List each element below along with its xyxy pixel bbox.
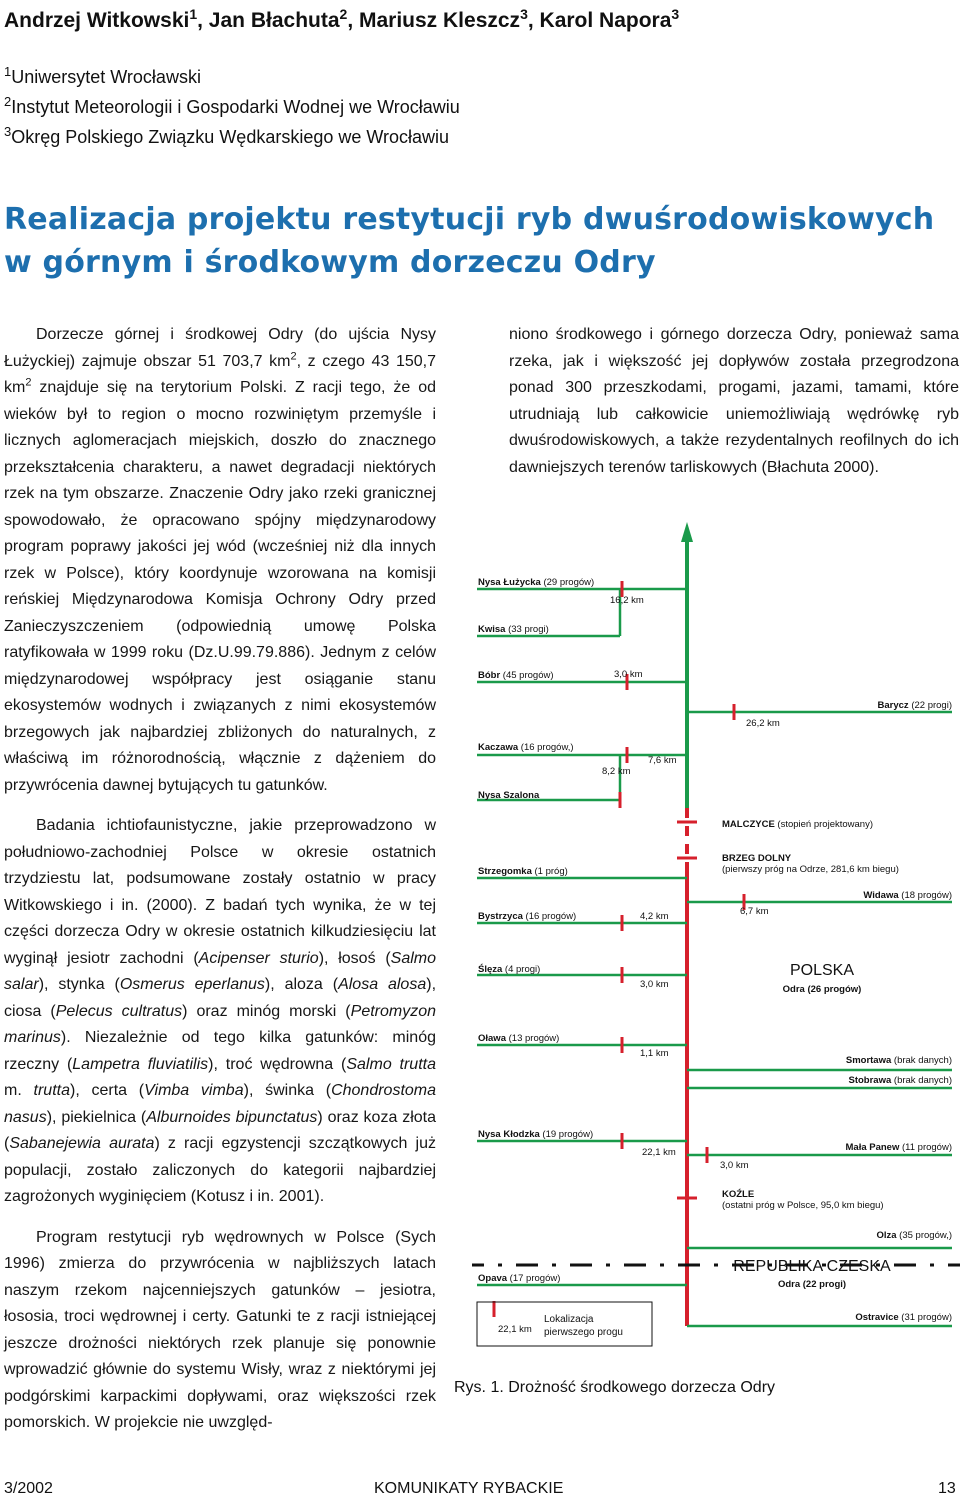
label-barycz: Barycz (22 progi)	[877, 700, 952, 711]
legend-text-2: pierwszego progu	[544, 1327, 623, 1338]
affiliation-2: $^2$Instytut Meteorologii i Gospodarki Wodnej we Wrocławiu	[4, 94, 460, 117]
first-barrier-ticks	[494, 581, 744, 1317]
left-tributaries	[477, 589, 687, 1285]
affiliation-3: $^3$Okręg Polskiego Związku Wędkarskiego we Wrocławiu	[4, 124, 450, 147]
author-3-affil: 3	[520, 6, 528, 22]
left-column	[4, 322, 436, 1437]
label-nysa-klodzka: Nysa Kłodzka (19 progów)	[478, 1129, 594, 1140]
paragraph-4: niono środkowego i górnego dorzecza Odry, ponieważ sama rzeka, jak i większość jej dopływów została przegrodzona ponad 300 przeszkodami, progami, jazami, tamami, które utrudniają lub całkowicie uniemożliwiają wędrówkę ryb dwuśrodowiskowych, a także rezydentalnych reofilnych do ich dawniejszych terenów tarliskowych (Błachuta 2000).	[509, 326, 959, 476]
affiliation-1: $^1$Uniwersytet Wrocławski	[4, 64, 201, 87]
label-widawa: Widawa (18 progów)	[863, 890, 952, 901]
footer-journal: KOMUNIKATY RYBACKIE	[374, 1480, 564, 1497]
distance-label: 1,1 km	[640, 1048, 669, 1059]
label-kozle: KOŹLE	[722, 1189, 755, 1200]
legend-distance: 22,1 km	[498, 1324, 532, 1335]
author-4: , Karol Napora	[527, 9, 672, 32]
label-opava: Opava (17 progów)	[478, 1273, 561, 1284]
paragraph-3: Program restytucji ryb wędrownych w Polsce (Sych 1996) zmierza do przywrócenia w najbliższych latach naszym rzekom najcenniejszych gatunków – jesiotra, łososia, troci wędrownej i certy. Gatunki te z racji istniejącej jeszcze drożności niektórych rzek planuje się ponownie wprowadzić głównie do systemu Wisły, wraz z niektórymi jej podgórskimi karpackimi dopływami, oraz większości rzek pomorskich. W projekcie nie uwzględ-	[4, 1228, 436, 1431]
label-kozle-note: (ostatni próg w Polsce, 95,0 km biegu)	[722, 1200, 884, 1211]
label-mala-panew: Mała Panew (11 progów)	[845, 1142, 952, 1153]
paragraph-2: Badania ichtiofaunistyczne, jakie przeprowadzono w południowo-zachodniej Polsce w okresie ostatnich trzydziestu lat, podsumowane zostały ostatnio w pracy Witkowskiego i in. (2000). Z badań tych wynika, że w tej części dorzecza Odry w okresie ostatnich kilkudziesięciu lat wyginął jesiotr zachodni (Acipenser sturio), łosoś (Salmo salar), stynka (Osmerus eperlanus), aloza (Alosa alosa), ciosa (Pelecus cultratus) oraz minóg morski (Petromyzon marinus). Niezależnie od tego kilka gatunków: minóg rzeczny (Lampetra fluviatilis), troć wędrowna (Salmo trutta m. trutta), certa (Vimba vimba), świnka (Chondrostoma nasus), piekielnica (Alburnoides bipunctatus) oraz koza złota (Sabanejewia aurata) z racji egzystencji szczątkowych już populacji, zostało zaliczonych do kategorii najbardziej zagrożonych wyginięciem (Kotusz i in. 2001).	[4, 817, 437, 1205]
author-2-affil: 2	[339, 6, 348, 22]
distance-label: 3,0 km	[720, 1160, 749, 1171]
oder-schematic	[472, 520, 960, 1400]
label-stobrawa: Stobrawa (brak danych)	[848, 1075, 952, 1086]
distance-label: 7,6 km	[648, 755, 677, 766]
distance-label: 4,2 km	[640, 911, 669, 922]
distance-label: 8,2 km	[602, 766, 631, 777]
author-1-affil: 1	[189, 6, 198, 22]
label-nysa-luzycka: Nysa Łużycka (29 progów)	[478, 577, 595, 588]
footer-issue: 3/2002	[4, 1480, 53, 1497]
label-bystrzyca: Bystrzyca (16 progów)	[478, 911, 577, 922]
label-ostravice: Ostravice (31 progów)	[855, 1312, 952, 1323]
distance-label: 16,2 km	[610, 595, 644, 606]
distance-label: 6,7 km	[740, 906, 769, 917]
country-poland: POLSKA	[789, 962, 855, 979]
figure-oder-basin-diagram	[472, 520, 960, 1400]
label-kaczawa: Kaczawa (16 progów,)	[478, 742, 574, 753]
label-brzeg-dolny-note: (pierwszy próg na Odrze, 281,6 km biegu)	[722, 864, 899, 875]
legend-text-1: Lokalizacja	[544, 1314, 594, 1325]
author-line	[4, 6, 679, 33]
label-brzeg-dolny: BRZEG DOLNY	[722, 853, 792, 864]
label-nysa-szalona: Nysa Szalona	[478, 790, 540, 801]
author-4-affil: 3	[671, 6, 680, 22]
paragraph-1: Dorzecze górnej i środkowej Odry (do ujścia Nysy Łużyckiej) zajmuje obszar 51 703,7 $km^2$, z czego 43 150,7 $km^2$ znajduje się na terytorium Polski. Z racji tego, że od wieków był to region o mocno rozwiniętym przemyśle i licznych aglomeracjach miejskich, doszło do znacznego przekształcenia charakteru, a nawet degradacji niektórych rzek na tym obszarze. Znaczenie Odry jako rzeki granicznej spowodowało, że opracowano spójny międzynarodowy program poprawy jakości jej wód (wcześniej niż dla innych rzek w Polsce), który koordynuje wzorowana na komisji reńskiej Międzynarodowa Komisja Ochrony Odry przed Zanieczyszczeniem (odpowiednią umowę Polska ratyfikowała w 1999 roku (Dz.U.99.79.886). Jednym z celów międzynarodowej współpracy jest osiąganie stanu ekosystemów wodnych i związanych z nimi ekosystemów brzegowych jak najbardziej zbliżonych do naturalnych, z właściwą im różnorodnością, włącznie z dążeniem do przywrócenia dawnej bytujących tu gatunków.	[4, 326, 436, 794]
country-czech: REPUBLIKA CZESKA	[733, 1258, 891, 1275]
label-malczyce: MALCZYCE (stopień projektowany)	[722, 819, 873, 830]
label-smortawa: Smortawa (brak danych)	[845, 1055, 952, 1066]
distance-label: 3,0 km	[640, 979, 669, 990]
author-3: , Mariusz Kleszcz	[347, 9, 521, 32]
distance-label: 3,0 km	[614, 669, 643, 680]
right-column	[509, 322, 959, 481]
article-title-line-1: Realizacja projektu restytucji ryb dwuśrodowiskowych	[4, 202, 935, 237]
label-strzegomka: Strzegomka (1 próg)	[478, 866, 568, 877]
author-2: , Jan Błachuta	[197, 9, 340, 32]
article-title-line-2: w górnym i środkowym dorzeczu Odry	[4, 245, 656, 280]
figure-caption: Rys. 1. Drożność środkowego dorzecza Odry	[454, 1379, 776, 1396]
label-kwisa: Kwisa (33 progi)	[478, 624, 549, 635]
label-olza: Olza (35 progów,)	[876, 1230, 952, 1241]
label-olawa: Oława (13 progów)	[478, 1033, 560, 1044]
label-sleza: Ślęza (4 progi)	[478, 964, 541, 975]
author-1: Andrzej Witkowski	[4, 9, 190, 32]
footer-page-number: 13	[938, 1480, 956, 1497]
distance-label: 22,1 km	[642, 1147, 676, 1158]
label-bobr: Bóbr (45 progów)	[478, 670, 554, 681]
czech-odra-count: Odra (22 progi)	[777, 1279, 847, 1290]
distance-label: 26,2 km	[746, 718, 780, 729]
poland-odra-count: Odra (26 progów)	[782, 984, 862, 995]
